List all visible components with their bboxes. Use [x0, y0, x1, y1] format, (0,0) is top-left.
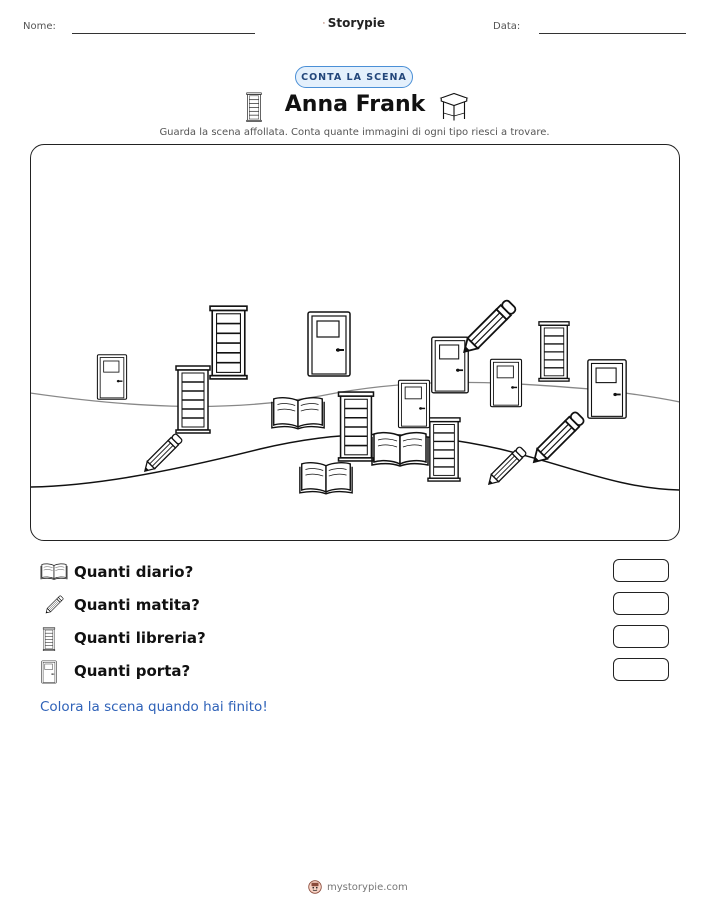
bookcase-icon	[538, 321, 568, 380]
name-line[interactable]	[72, 33, 255, 34]
name-label: Nome:	[23, 21, 56, 32]
bookcase-icon	[427, 417, 459, 480]
question-bookcase-label: Quanti libreria?	[74, 629, 206, 647]
date-line[interactable]	[539, 33, 686, 34]
door-icon	[97, 354, 126, 399]
question-pencil-label: Quanti matita?	[74, 596, 200, 614]
door-icon	[308, 312, 350, 376]
door-icon	[431, 337, 468, 393]
footer-url[interactable]: mystorypie.com	[327, 882, 408, 893]
stool-icon	[438, 92, 470, 122]
brand-name: Storypie	[327, 16, 385, 30]
pencil-icon	[485, 446, 527, 488]
mascot-icon	[323, 16, 325, 30]
diary-icon	[271, 397, 323, 428]
door-icon	[41, 660, 57, 684]
scene-drawing	[30, 144, 680, 541]
bookcase-icon	[245, 92, 263, 122]
diary-icon	[40, 561, 68, 581]
diary-icon	[372, 432, 428, 465]
diary-icon	[299, 462, 351, 493]
pencil-icon	[42, 593, 66, 617]
bookcase-icon	[338, 392, 373, 461]
question-door-label: Quanti porta?	[74, 662, 191, 680]
door-icon	[490, 359, 521, 406]
coloring-note: Colora la scena quando hai finito!	[40, 699, 268, 715]
date-label: Data:	[493, 21, 521, 32]
answer-box-bookcase[interactable]	[613, 625, 669, 648]
instructions: Guarda la scena affollata. Conta quante immagini di ogni tipo riesci a trovare.	[159, 127, 550, 138]
answer-box-diary[interactable]	[613, 559, 669, 582]
activity-badge: CONTA LA SCENA	[295, 66, 413, 88]
question-diary	[40, 559, 680, 587]
bookcase-icon	[42, 627, 56, 651]
answer-box-door[interactable]	[613, 658, 669, 681]
door-icon	[398, 380, 429, 427]
bookcase-icon	[176, 366, 210, 433]
answer-box-pencil[interactable]	[613, 592, 669, 615]
question-diary-label: Quanti diario?	[74, 563, 194, 581]
bookcase-icon	[210, 306, 247, 379]
question-bookcase	[40, 625, 680, 653]
page-title: Anna Frank	[284, 92, 426, 117]
brand-logo	[323, 14, 385, 32]
question-door	[40, 658, 680, 686]
door-icon	[587, 359, 625, 417]
pencil-icon	[459, 299, 517, 357]
question-pencil	[40, 592, 680, 620]
crowded-scene	[30, 144, 680, 541]
mascot-icon	[308, 880, 322, 894]
pencil-icon	[528, 410, 584, 466]
